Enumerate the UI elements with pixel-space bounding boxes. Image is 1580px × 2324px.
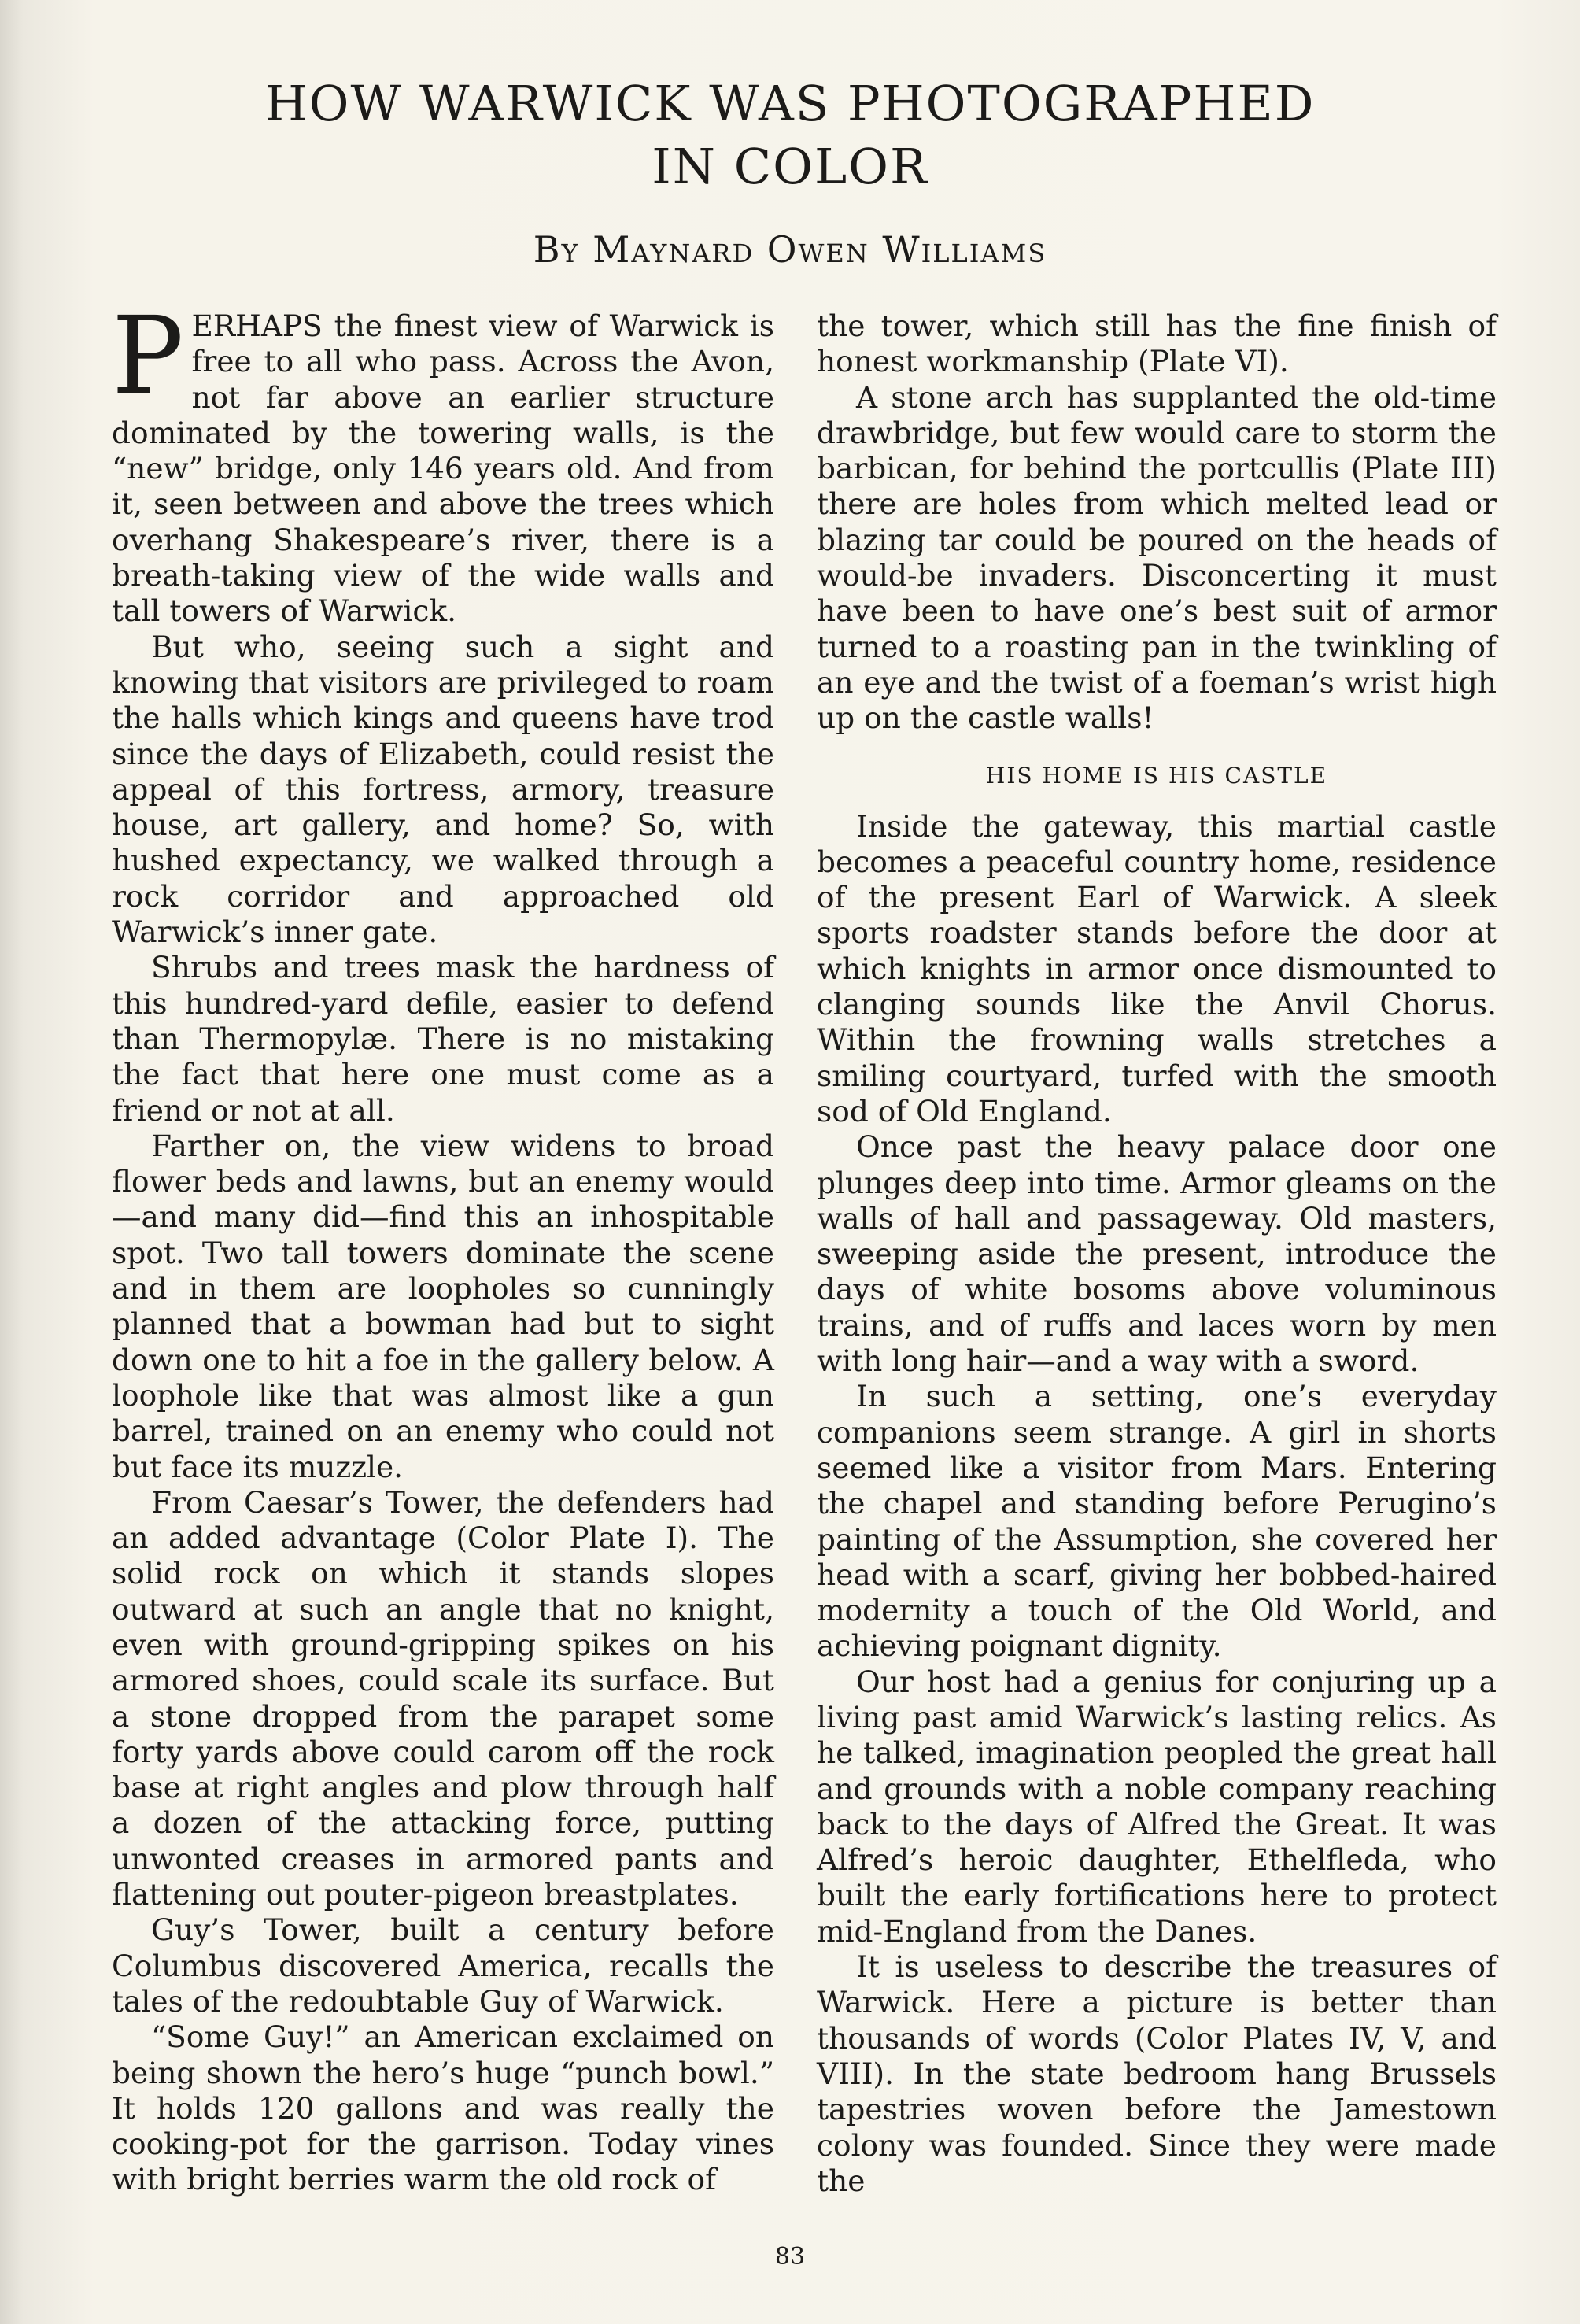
paragraph: “Some Guy!” an American exclaimed on being shown the hero’s huge “punch bowl.” It holds 120 gallons and was really the cooking-pot for the garrison. Today vines with bright berries warm the old rock of — [112, 2019, 774, 2197]
paragraph: the tower, which still has the fine finish of honest workmanship (Plate VI). — [817, 309, 1497, 379]
article-title — [0, 72, 1580, 198]
paragraph: But who, seeing such a sight and knowing that visitors are privileged to roam the halls which kings and queens have trod since the days of Elizabeth, could resist the appeal of this fortress, armory, treasure house, art gallery, and home? So, with hushed expectancy, we walked through a rock corridor and approached old Warwick’s inner gate. — [112, 629, 774, 950]
paragraph: Shrubs and trees mask the hardness of this hundred-yard defile, easier to defend than Thermopylæ. There is no mistaking the fact that here one must come as a friend or not at all. — [112, 950, 774, 1128]
drop-cap: P — [112, 294, 184, 419]
left-column — [112, 294, 774, 2198]
page-number: 83 — [774, 2243, 806, 2270]
paragraph: Guy’s Tower, built a century before Columbus discovered America, recalls the tales of the redoubtable Guy of Warwick. — [112, 1912, 774, 2019]
paragraph: In such a setting, one’s everyday companions seem strange. A girl in shorts seemed like a visitor from Mars. Entering the chapel and standing before Perugino’s painting of the Assumption, she covered her head with a scarf, giving her bobbed-haired modernity a touch of the Old World, and achieving poignant dignity. — [817, 1379, 1497, 1664]
title-line-1: HOW WARWICK WAS PHOTOGRAPHED — [264, 75, 1316, 132]
paragraph: Our host had a genius for conjuring up a living past amid Warwick’s lasting relics. As he talked, imagination peopled the great hall and grounds with a noble company reaching back to the days of Alfred the Great. It was Alfred’s heroic daughter, Ethelfleda, who built the early fortifications here to protect mid-England from the Danes. — [817, 1664, 1497, 1949]
paragraph: It is useless to describe the treasures of Warwick. Here a picture is better than thousands of words (Color Plates IV, V, and VIII). In the state bedroom hang Brussels tapestries woven before the Jamestown colony was founded. Since they were made the — [817, 1949, 1497, 2198]
paragraph: Farther on, the view widens to broad flower beds and lawns, but an enemy would —and many did—find this an inhospitable spot. Two tall towers dominate the scene and in them are loopholes so cunningly planned that a bowman had but to sight down one to hit a foe in the gallery below. A loophole like that was almost like a gun barrel, trained on an enemy who could not but face its muzzle. — [112, 1128, 774, 1484]
paragraph: Inside the gateway, this martial castle becomes a peaceful country home, residence of the present Earl of Warwick. A sleek sports roadster stands before the door at which knights in armor once dismounted to clanging sounds like the Anvil Chorus. Within the frowning walls stretches a smiling courtyard, turfed with the smooth sod of Old England. — [817, 808, 1497, 1129]
author-byline: By Maynard Owen Williams — [533, 228, 1047, 271]
title-line-2: IN COLOR — [652, 138, 928, 195]
right-column — [817, 309, 1497, 2199]
paragraph: Once past the heavy palace door one plunges deep into time. Armor gleams on the walls of hall and passageway. Old masters, sweeping aside the present, introduce the days of white bosoms above voluminous trains, and of ruffs and laces worn by men with long hair—and a way with a sword. — [817, 1129, 1497, 1379]
section-subhead: HIS HOME IS HIS CASTLE — [985, 762, 1328, 789]
paragraph: PERHAPS the finest view of Warwick is free to all who pass. Across the Avon, not far above an earlier structure dominated by the towering walls, is the “new” bridge, only 146 years old. And from it, seen between and above the trees which overhang Shakespeare’s river, there is a breath-taking view of the wide walls and tall towers of Warwick. — [112, 294, 774, 629]
paragraph: A stone arch has supplanted the old-time drawbridge, but few would care to storm the barbican, for behind the portcullis (Plate III) there are holes from which melted lead or blazing tar could be poured on the heads of would-be invaders. Disconcerting it must have been to have one’s best suit of armor turned to a roasting pan in the twinkling of an eye and the twist of a foeman’s wrist high up on the castle walls! — [817, 379, 1497, 736]
paragraph: From Caesar’s Tower, the defenders had an added advantage (Color Plate I). The solid rock on which it stands slopes outward at such an angle that no knight, even with ground-gripping spikes on his armored shoes, could scale its surface. But a stone dropped from the parapet some forty yards above could carom off the rock base at right angles and plow through half a dozen of the attacking force, putting unwonted creases in armored pants and flattening out pouter-pigeon breastplates. — [112, 1484, 774, 1912]
